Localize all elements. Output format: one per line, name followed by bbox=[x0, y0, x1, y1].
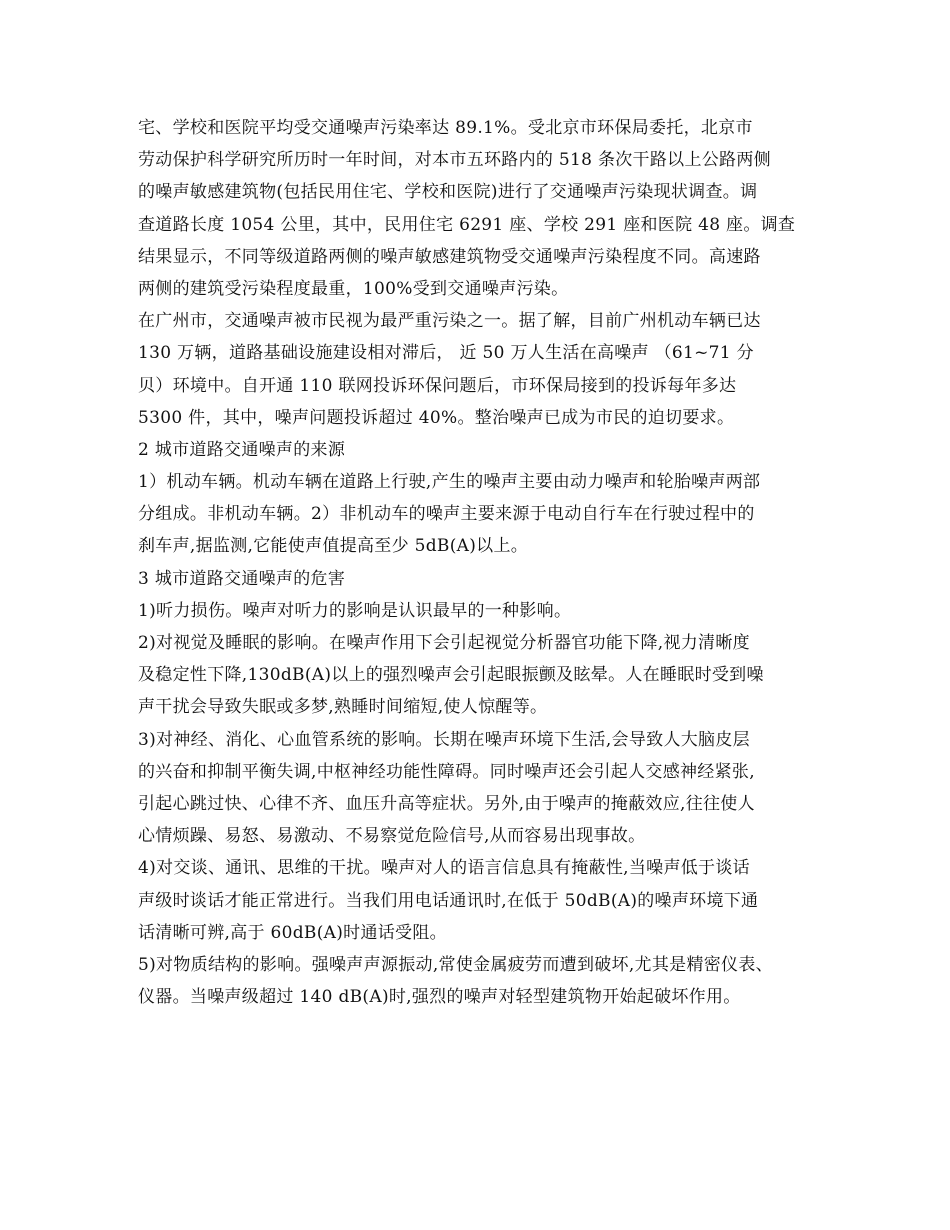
text-line: 话清晰可辨,高于 60dB(A)时通话受阻。 bbox=[138, 922, 447, 943]
text-line: 声干扰会导致失眠或多梦,熟睡时间缩短,使人惊醒等。 bbox=[138, 697, 548, 718]
text-line: 刹车声,据监测,它能使声值提高至少 5dB(A)以上。 bbox=[138, 536, 529, 557]
text-line: 1）机动车辆。机动车辆在道路上行驶,产生的噪声主要由动力噪声和轮胎噪声两部 bbox=[138, 472, 761, 493]
text-line: 贝）环境中。自开通 110 联网投诉环保问题后，市环保局接到的投诉每年多达 bbox=[138, 375, 737, 396]
text-line: 两侧的建筑受污染程度最重，100%受到交通噪声污染。 bbox=[138, 278, 569, 299]
text-line: 的噪声敏感建筑物(包括民用住宅、学校和医院)进行了交通噪声污染现状调查。调 bbox=[138, 182, 758, 203]
document-body bbox=[138, 112, 828, 1013]
text-line: 宅、学校和医院平均受交通噪声污染率达 89.1%。受北京市环保局委托，北京市 bbox=[138, 118, 753, 138]
text-line: 仪器。当噪声级超过 140 dB(A)时,强烈的噪声对轻型建筑物开始起破坏作用。 bbox=[138, 987, 741, 1008]
text-line: 2)对视觉及睡眠的影响。在噪声作用下会引起视觉分析器官功能下降,视力清晰度 bbox=[138, 633, 750, 653]
text-line: 劳动保护科学研究所历时一年时间，对本市五环路内的 518 条次干路以上公路两侧 bbox=[138, 150, 771, 171]
text-line: 3)对神经、消化、心血管系统的影响。长期在噪声环境下生活,会导致人大脑皮层 bbox=[138, 729, 750, 750]
text-line: 分组成。非机动车辆。2）非机动车的噪声主要来源于电动自行车在行驶过程中的 bbox=[138, 504, 755, 525]
text-line: 引起心跳过快、心律不齐、血压升高等症状。另外,由于噪声的掩蔽效应,往往使人 bbox=[138, 793, 755, 814]
text-line: 130 万辆，道路基础设施建设相对滞后， 近 50 万人生活在高噪声 （61~71 分 bbox=[138, 343, 754, 364]
text-line: 心情烦躁、易怒、易激动、不易察觉危险信号,从而容易出现事故。 bbox=[138, 826, 646, 847]
text-line: 查道路长度 1054 公里，其中，民用住宅 6291 座、学校 291 座和医院 48 座。调查 bbox=[138, 214, 796, 235]
section-heading: 2 城市道路交通噪声的来源 bbox=[138, 439, 346, 460]
section-heading: 3 城市道路交通噪声的危害 bbox=[138, 568, 346, 589]
text-line: 结果显示，不同等级道路两侧的噪声敏感建筑物受交通噪声污染程度不同。高速路 bbox=[138, 246, 761, 267]
text-line: 及稳定性下降,130dB(A)以上的强烈噪声会引起眼振颤及眩晕。人在睡眠时受到噪 bbox=[138, 665, 764, 686]
text-line: 4)对交谈、通讯、思维的干扰。噪声对人的语言信息具有掩蔽性,当噪声低于谈话 bbox=[138, 858, 750, 879]
text-line: 5300 件，其中，噪声问题投诉超过 40%。整治噪声已成为市民的迫切要求。 bbox=[138, 407, 735, 428]
text-line: 声级时谈话才能正常进行。当我们用电话通讯时,在低于 50dB(A)的噪声环境下通 bbox=[138, 890, 759, 911]
text-line: 1)听力损伤。噪声对听力的影响是认识最早的一种影响。 bbox=[138, 600, 572, 621]
text-line: 在广州市，交通噪声被市民视为最严重污染之一。据了解，目前广州机动车辆已达 bbox=[138, 311, 761, 332]
text-line: 的兴奋和抑制平衡失调,中枢神经功能性障碍。同时噪声还会引起人交感神经紧张, bbox=[138, 761, 755, 782]
text-line: 5)对物质结构的影响。强噪声声源振动,常使金属疲劳而遭到破坏,尤其是精密仪表、 bbox=[138, 954, 773, 975]
